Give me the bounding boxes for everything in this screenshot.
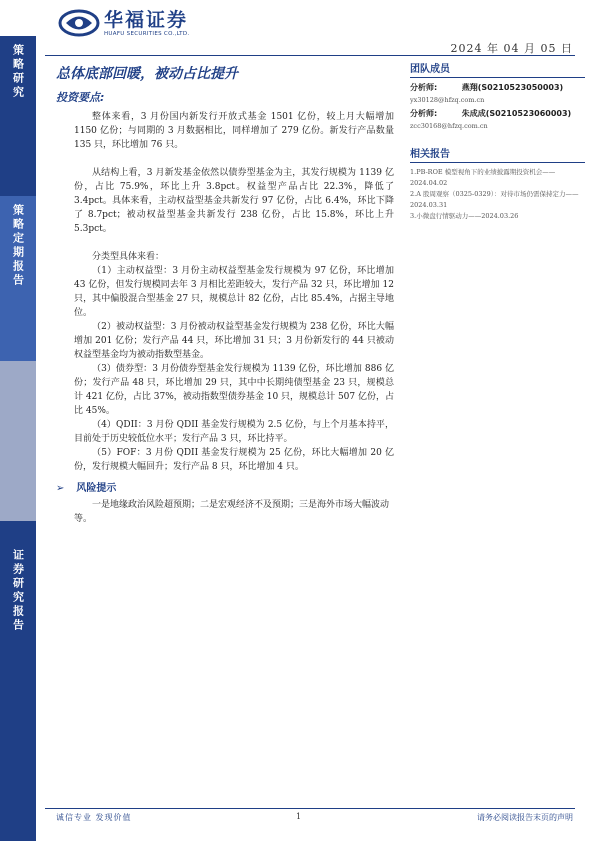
sidebar-report-type-block [0,196,36,361]
logo-name-cn: 华福证券 [104,9,189,31]
logo-emblem-icon [58,8,100,38]
analyst-email[interactable]: yx30128@hfzq.com.cn [410,96,485,104]
category-active-equity: （1）主动权益型：3 月份主动权益型基金发行规模为 97 亿份，环比增加 43 亿份，但发行规模同去年 3 月相比差距较大，发行产品 32 只，环比增加 12 只，其中偏股混合型基金 27 只，规模总计 82 亿份，占比 85.4%，占据主导地位。 [74,266,394,318]
category-intro: 分类型具体来看： [92,252,165,262]
footer-slogan: 诚信专业 发现价值 [56,813,132,822]
summary-paragraph: 整体来看，3 月份国内新发行开放式基金 1501 亿份，较上月大幅增加 1150 亿份；与同期的 3 月数据相比，同样增加了 279 亿份。新发行产品数量 135 只，环比增加 76 只。 [74,112,394,150]
report-date: 2024 年 04 月 05 日 [450,42,573,55]
sidebar-spacer-block [0,361,36,521]
category-passive-equity: （2）被动权益型：3 月份被动权益型基金发行规模为 238 亿份，环比大幅增加 201 亿份；发行产品 44 只，环比增加 31 只；3 月份新发行的 44 只被动权益型基金均为被动指数型基金。 [74,322,394,360]
right-column [410,60,585,222]
main-content [74,110,394,474]
analyst-label: 分析师: [410,83,438,92]
footer-divider [45,808,575,809]
logo-name-en: HUAFU SECURITIES CO.,LTD. [104,31,190,37]
sidebar [0,0,36,841]
risk-heading-text: 风险提示 [76,483,117,494]
report-title: 总体底部回暖，被动占比提升 [56,66,238,82]
related-report-item[interactable]: 3.小微盘行情驱动力——2024.03.26 [410,212,519,220]
team-heading: 团队成员 [410,60,585,78]
category-qdii: （4）QDII：3 月份 QDII 基金发行规模为 2.5 亿份，与上个月基本持平，目前处于历史较低位水平；发行产品 3 只，环比持平。 [74,420,394,444]
analyst-label: 分析师: [410,109,438,118]
sidebar-research-label: 证券研究报告 [11,549,25,633]
risk-heading [56,479,116,494]
analyst-name: 燕翔(S0210523050003) [461,83,564,92]
sidebar-category-label: 策略研究 [11,44,25,100]
page-number: 1 [296,812,302,821]
sidebar-category-block [0,36,36,196]
related-report-item[interactable]: 1.PB-ROE 模型视角下的业绩披露期投资机会——2024.04.02 [410,168,556,187]
sidebar-report-type-label: 策略定期报告 [11,204,25,288]
arrow-bullet-icon: ➢ [56,483,65,494]
key-points-heading: 投资要点: [56,91,105,104]
footer-disclaimer: 请务必阅读报告末页的声明 [477,813,573,822]
company-logo [58,8,189,38]
structure-paragraph: 从结构上看，3 月新发基金依然以债券型基金为主，其发行规模为 1139 亿份，占比 75.9%，环比上升 3.8pct。权益型产品占比 22.3%，降低了 3.4pct。具体来看，主动权益型基金共新发行 97 亿份，占比 6.4%，环比下降了 8.7pct；被动权益型基金共新发行 238 亿份，占比 15.8%，环比上升 5.3pct。 [74,168,394,234]
related-report-item[interactable]: 2.A 股周观察（0325-0329）：对待市场仍需保持定力——2024.03.31 [410,190,579,209]
category-bond: （3）债券型：3 月份债券型基金发行规模为 1139 亿份，环比增加 886 亿份；发行产品 48 只，环比增加 29 只，其中中长期纯债型基金 23 只，规模总计 421 亿份，占比 37%，被动指数型债券基金 10 只，规模总计 507 亿份，占比 45%。 [74,364,394,416]
risk-text: 一是地缘政治风险超预期；二是宏观经济不及预期；三是海外市场大幅波动等。 [74,500,390,524]
analyst-name: 朱成成(S0210523060003) [461,109,572,118]
category-fof: （5）FOF：3 月份 QDII 基金发行规模为 25 亿份，环比大幅增加 20 亿份，发行规模大幅回升；发行产品 8 只，环比增加 4 只。 [74,448,394,472]
related-reports-heading: 相关报告 [410,145,585,163]
sidebar-research-block [0,521,36,841]
analyst-email[interactable]: zcc30168@hfzq.com.cn [410,122,488,130]
analyst-line [410,108,585,119]
header-divider [45,55,575,56]
analyst-line [410,82,585,93]
